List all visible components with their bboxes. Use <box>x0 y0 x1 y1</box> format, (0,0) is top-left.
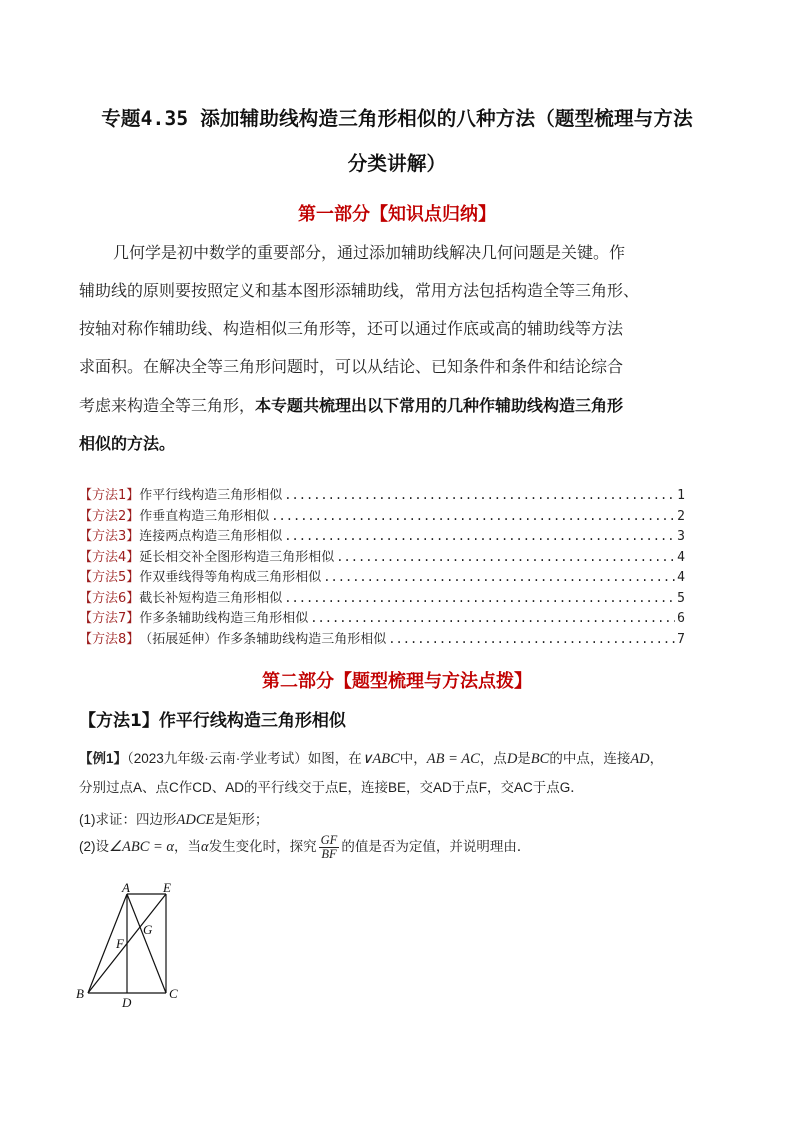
toc-page-number: 1 <box>677 488 685 503</box>
part-two-heading: 第二部分【题型梳理与方法点拨】 <box>262 671 532 692</box>
toc-entry-method-3[interactable] <box>79 525 685 545</box>
example-text: 中， <box>399 751 427 766</box>
toc-tag: 【方法2】 <box>79 508 140 524</box>
toc-entry-method-7[interactable] <box>79 607 685 627</box>
toc-entry-method-4[interactable] <box>79 546 685 566</box>
toc-tag: 【方法5】 <box>79 570 140 585</box>
segment-ad: AD <box>630 751 650 767</box>
example-1-line-2: 分别过点A、点C作CD、AD的平行线交于点E，连接BE，交AD于点F，交AC于点G． <box>79 780 584 795</box>
toc-leader-dots <box>388 632 675 646</box>
toc-leader-dots <box>310 611 675 625</box>
toc-entry-method-1[interactable] <box>79 484 685 504</box>
example-text: 是 <box>517 751 531 766</box>
toc-text: 作多条辅助线构造三角形相似 <box>139 611 309 626</box>
toc-page-number: 5 <box>677 590 685 606</box>
label-f: F <box>116 936 124 951</box>
toc-tag: 【方法3】 <box>79 529 140 544</box>
quadrilateral-adce: ADCE <box>176 812 215 828</box>
intro-line-1: 几何学是初中数学的重要部分，通过添加辅助线解决几何问题是关键。作 <box>113 243 626 262</box>
document-title-line-2: 分类讲解） <box>347 152 447 175</box>
toc-text: 截长补短构造三角形相似 <box>139 590 283 606</box>
angle-abc-alpha: ∠ABC = α <box>109 839 175 856</box>
toc-text: 作平行线构造三角形相似 <box>139 488 283 503</box>
toc-entry-method-5[interactable] <box>79 566 685 586</box>
toc-leader-dots <box>284 591 675 605</box>
toc-text: 连接两点构造三角形相似 <box>139 529 283 544</box>
question-text: (1)求证：四边形 <box>79 812 177 827</box>
fraction-denominator: BF <box>321 847 337 861</box>
toc-text: 作垂直构造三角形相似 <box>139 508 270 524</box>
example-source: （2023九年级·云南·学业考试）如图，在 <box>127 751 362 766</box>
toc-entry-method-6[interactable] <box>79 587 685 607</box>
toc-page-number: 7 <box>677 631 685 647</box>
segment-ac <box>127 894 166 993</box>
example-label: 【例1】 <box>79 751 128 766</box>
intro-line-3: 按轴对称作辅助线、构造相似三角形等，还可以通过作底或高的辅助线等方法 <box>79 319 624 338</box>
toc-page-number: 4 <box>677 549 685 565</box>
toc-text: 作双垂线得等角构成三角形相似 <box>139 570 322 585</box>
intro-line-4: 求面积。在解决全等三角形问题时，可以从结论、已知条件和条件和结论综合 <box>79 357 624 376</box>
toc-tag: 【方法1】 <box>79 488 140 503</box>
segment-bc: BC <box>530 751 550 767</box>
question-2 <box>79 834 530 861</box>
toc-entry-method-8[interactable] <box>79 628 685 648</box>
part-one-heading: 第一部分【知识点归纳】 <box>298 204 496 225</box>
question-text: 是矩形； <box>214 812 269 827</box>
question-text: (2)设 <box>79 839 109 855</box>
fraction-gf-over-bf <box>319 834 340 861</box>
toc-leader-dots <box>284 529 675 543</box>
ab-eq-ac: AB = AC <box>426 751 480 767</box>
toc-text: （拓展延伸）作多条辅助线构造三角形相似 <box>139 631 387 647</box>
intro-line-6-bold: 相似的方法。 <box>79 434 176 453</box>
label-b: B <box>76 986 84 1001</box>
example-1-line-1 <box>79 747 663 768</box>
question-1 <box>79 808 268 829</box>
toc-page-number: 3 <box>677 529 685 544</box>
toc-leader-dots <box>284 488 675 502</box>
label-e: E <box>163 880 171 895</box>
toc-tag: 【方法7】 <box>79 611 140 626</box>
alpha-symbol: α <box>201 839 209 856</box>
point-d: D <box>506 751 518 767</box>
example-text: ， <box>649 751 664 766</box>
example-text: 的中点，连接 <box>549 751 631 766</box>
toc-tag: 【方法8】 <box>79 631 140 647</box>
question-text: 发生变化时，探究 <box>208 839 317 855</box>
intro-line-5-bold: 本专题共梳理出以下常用的几种作辅助线构造三角形 <box>255 396 624 415</box>
geometry-figure <box>70 880 200 1010</box>
label-c: C <box>169 986 178 1001</box>
toc-text: 延长相交补全图形构造三角形相似 <box>139 549 335 565</box>
toc-tag: 【方法4】 <box>79 549 140 565</box>
question-text: ，当 <box>174 839 202 855</box>
toc-leader-dots <box>323 570 675 584</box>
toc-tag: 【方法6】 <box>79 590 140 606</box>
question-text: 的值是否为定值，并说明理由． <box>341 839 531 855</box>
toc-page-number: 6 <box>677 611 685 626</box>
toc-leader-dots <box>271 509 675 523</box>
intro-line-5-plain: 考虑来构造全等三角形， <box>79 396 256 415</box>
toc-leader-dots <box>336 550 675 564</box>
method-1-heading: 【方法1】作平行线构造三角形相似 <box>79 711 346 731</box>
toc-page-number: 4 <box>677 570 685 585</box>
toc-entry-method-2[interactable] <box>79 505 685 525</box>
fraction-numerator: GF <box>320 833 338 847</box>
label-g: G <box>143 922 153 937</box>
label-d: D <box>122 995 132 1010</box>
label-a: A <box>122 880 130 895</box>
triangle-abc: ∨ABC <box>361 751 400 767</box>
intro-line-6 <box>79 431 175 454</box>
example-text: ，点 <box>479 751 507 766</box>
intro-line-5 <box>79 393 623 416</box>
intro-line-2: 辅助线的原则要按照定义和基本图形添辅助线，常用方法包括构造全等三角形、 <box>79 281 640 300</box>
toc-page-number: 2 <box>677 508 685 524</box>
document-title-line-1: 专题4.35 添加辅助线构造三角形相似的八种方法（题型梳理与方法 <box>101 107 693 130</box>
